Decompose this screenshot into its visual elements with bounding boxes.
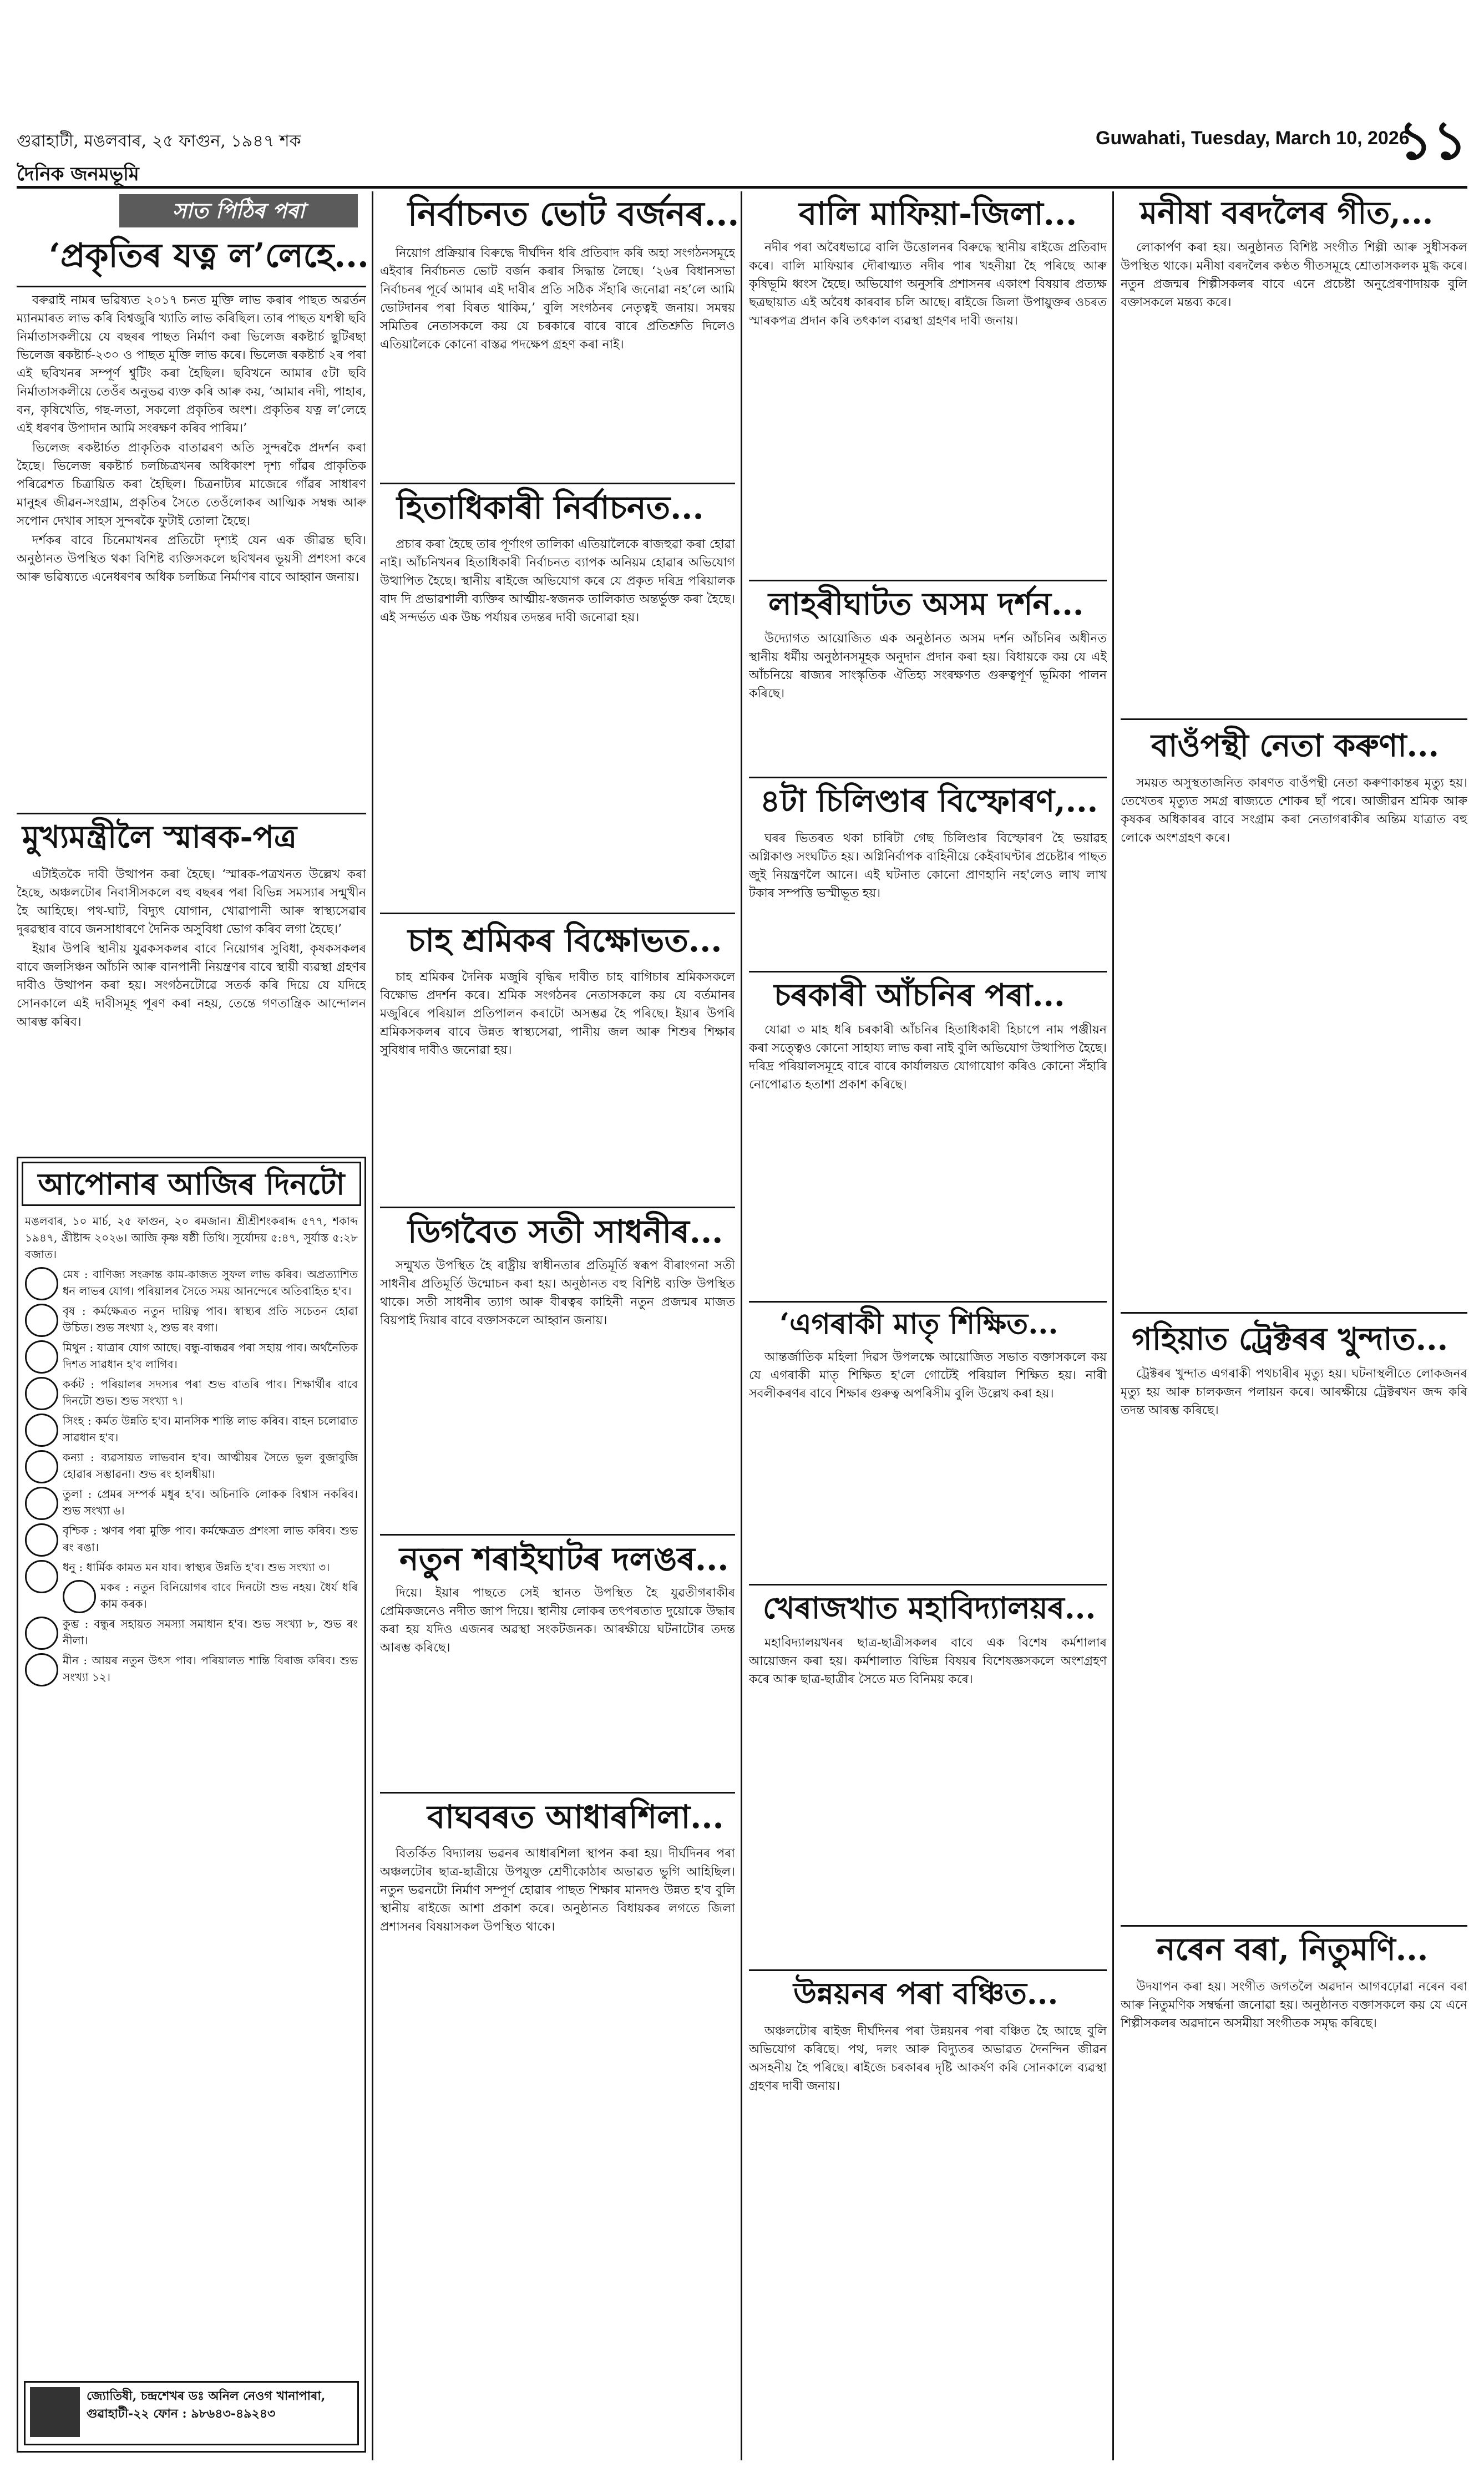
zodiac-icon [25,1653,58,1686]
para: ইয়াৰ উপৰি স্থানীয় যুৱকসকলৰ বাবে নিয়োগৰ সুবিধা, কৃষকসকলৰ বাবে জলসিঞ্চন আঁচনি আৰু বানপানী নিয়ন্ত্ৰণৰ বাবে স্থায়ী ব্যৱস্থা গ্ৰহণৰ দাবীও উত্থাপন কৰা হয়। সংগঠনটোৱে সতৰ্ক কৰি দিয়ে যে যদিহে সোনকালে এই দাবীসমূহ পূৰণ কৰা নহয়, তেন্তে গণতান্ত্ৰিক আন্দোলন আৰম্ভ কৰিব। [17,942,366,1029]
headline-col3-2: লাহৰীঘাটত অসম দৰ্শন... [768,586,1084,622]
headline-col4-2: বাওঁপন্থী নেতা কৰুণা... [1151,727,1440,764]
headline-col3-5: ‘এগৰাকী মাতৃ শিক্ষিত... [779,1307,1058,1341]
headline-col2-2: হিতাধিকাৰী নিৰ্বাচনত... [397,489,704,526]
zodiac-item: সিংহ : কৰ্মত উন্নতি হ'ব। মানসিক শান্তি লাভ কৰিব। বাহন চলোৱাত সাৱধান হ'ব। [25,1412,358,1446]
astrologer-info: জ্যোতিষী, চন্দ্ৰশেখৰ ডঃ অনিল নেওগ খানাপাৰা, গুৱাহাটী-২২ ফোন : ৯৮৬৪৩-৪৯২৪৩ [87,2389,326,2421]
zodiac-item: কন্যা : ব্যৱসায়ত লাভবান হ'ব। আত্মীয়ৰ সৈতে ভুল বুজাবুজি হোৱাৰ সম্ভাৱনা। শুভ ৰং হালধীয়া। [25,1449,358,1482]
zodiac-item: ধনু : ধাৰ্মিক কামত মন যাব। স্বাস্থ্যৰ উন্নতি হ'ব। শুভ সংখ্যা ৩। [25,1559,358,1576]
zodiac-item: কৰ্কট : পৰিয়ালৰ সদস্যৰ পৰা শুভ বাতৰি পাব। শিক্ষাৰ্থীৰ বাবে দিনটো শুভ। শুভ সংখ্যা ৭। [25,1376,358,1409]
article-col2-1: নিয়োগ প্ৰক্ৰিয়াৰ বিৰুদ্ধে দীৰ্ঘদিন ধৰি প্ৰতিবাদ কৰি অহা সংগঠনসমূহে এইবাৰ নিৰ্বাচনত ভোট বৰ্জন কৰাৰ সিদ্ধান্ত লৈছে। ‘২৬ৰ বিধানসভা নিৰ্বাচনৰ পূৰ্বে আমাৰ এই দাবীৰ প্ৰতি সঠিক সঁহাৰি জনোৱা নহ’লে আমি ভোটদানৰ পৰা বিৰত থাকিম,’ বুলি সংগঠনৰ নেতৃত্বই জনায়। সমন্বয় সমিতিৰ নেতাসকলে কয় যে চৰকাৰে বাৰে বাৰে প্ৰতিশ্ৰুতি দিলেও এতিয়ালৈকে কোনো বাস্তৱ পদক্ষেপ গ্ৰহণ কৰা নাই। [380,246,735,352]
horoscope-title: আপোনাৰ আজিৰ দিনটো [22,1162,361,1206]
zodiac-icon [25,1560,58,1593]
headline-col4-3: গহিয়াত ট্ৰেক্টৰৰ খুন্দাত... [1132,1321,1448,1357]
article-col3-6: মহাবিদ্যালয়খনৰ ছাত্ৰ-ছাত্ৰীসকলৰ বাবে এক বিশেষ কৰ্মশালাৰ আয়োজন কৰা হয়। কৰ্মশালাত বিভিন্ন বিষয়ৰ বিশেষজ্ঞসকলে অংশগ্ৰহণ কৰে আৰু ছাত্ৰ-ছাত্ৰীৰ সৈতে মত বিনিময় কৰে। [749,1636,1107,1686]
headline-col3-3: ৪টা চিলিণ্ডাৰ বিস্ফোৰণ,... [760,783,1098,819]
astrologer-box [24,2381,359,2445]
zodiac-icon [25,1377,58,1410]
para: বৰুৱাই নামৰ ভৱিষ্যত ২০১৭ চনত মুক্তি লাভ কৰাৰ পাছত অৱৰ্তন ম্যানমাৰত লাভ কৰি বিশ্বজুৰি খ্যাতি লাভ কৰিছিল। তাৰ পাছত যশস্বী ছবি নিৰ্মাতাসকলীয়ে যে বছৰৰ পাছত নিৰ্মাণ কৰা ভিলেজ ৰকষ্টাৰ্চ ছুটিৰছা ভিলেজ ৰকষ্টাৰ্চ-২৩০ ও পাছত মুক্তি লাভ কৰে। ভিলেজ ৰকষ্টাৰ্চ ২ৰ পৰা এই ছবিখনৰ সম্পূৰ্ণ শ্বুটিং কৰা হৈছিল। ছবিখনে আমাৰ ৫টা ছবি নিৰ্মাতাসকলীয়ে তেওঁৰ অনুভৱ ব্যক্ত কৰি আৰু কয়, ‘আমাৰ নদী, পাহাৰ, বন, কৃষিখেতি, গছ-লতা, সকলো প্ৰকৃতিৰ অংশ। প্ৰকৃতিৰ যত্ন ল’লেহে এই ধৰণৰ উপাদান আমি সংৰক্ষণ কৰিব পাৰিম।’ [17,293,366,435]
article-col4-1: লোকাৰ্পণ কৰা হয়। অনুষ্ঠানত বিশিষ্ট সংগীত শিল্পী আৰু সুধীসকল উপস্থিত থাকে। মনীষা বৰদলৈৰ কণ্ঠত গীতসমূহে শ্ৰোতাসকলক মুগ্ধ কৰে। নতুন প্ৰজন্মৰ শিল্পীসকলৰ বাবে এনে প্ৰচেষ্টা অনুপ্ৰেৰণাদায়ক বুলি বক্তাসকলে মন্তব্য কৰে। [1121,241,1467,310]
headline-col3-6: খেৰাজখাত মহাবিদ্যালয়ৰ... [763,1590,1096,1625]
horoscope-box [17,1157,366,2453]
english-date: Guwahati, Tuesday, March 10, 2026 [1096,128,1410,149]
zodiac-item: বৃষ : কৰ্মক্ষেত্ৰত নতুন দায়িত্ব পাব। স্বাস্থ্যৰ প্ৰতি সচেতন হোৱা উচিত। শুভ সংখ্যা ২, শুভ ৰং বগা। [25,1303,358,1336]
headline-col4-4: নৰেন বৰা, নিতুমণি... [1157,1931,1429,1968]
article-col2-6: বিতৰ্কিত বিদ্যালয় ভৱনৰ আধাৰশিলা স্থাপন কৰা হয়। দীৰ্ঘদিনৰ পৰা অঞ্চলটোৰ ছাত্ৰ-ছাত্ৰীয়ে উপযুক্ত শ্ৰেণীকোঠাৰ অভাৱত ভুগি আহিছিল। নতুন ভৱনটো নিৰ্মাণ সম্পূৰ্ণ হোৱাৰ পাছত শিক্ষাৰ মানদণ্ড উন্নত হ'ব বুলি স্থানীয় ৰাইজে আশা প্ৰকাশ কৰে। অনুষ্ঠানত বিধায়কৰ লগতে জিলা প্ৰশাসনৰ বিষয়াসকল উপস্থিত থাকে। [380,1847,735,1934]
masthead-rule [17,186,1467,189]
article-col2-2: প্ৰচাৰ কৰা হৈছে তাৰ পূৰ্ণাংগ তালিকা এতিয়ালৈকে ৰাজহুৱা কৰা হোৱা নাই। আঁচনিখনৰ হিতাধিকাৰী নিৰ্বাচনত ব্যাপক অনিয়ম হোৱাৰ অভিযোগ উত্থাপিত হৈছে। স্থানীয় ৰাইজে অভিযোগ কৰে যে প্ৰকৃত দৰিদ্ৰ পৰিয়ালক বাদ দি প্ৰভাৱশালী ব্যক্তিৰ আত্মীয়-স্বজনক তালিকাত অন্তৰ্ভুক্ত কৰা হৈছে। এই সন্দৰ্ভত এক উচ্চ পৰ্যায়ৰ তদন্তৰ দাবী জনোৱা হয়। [380,538,735,625]
zodiac-item: মিথুন : যাত্ৰাৰ যোগ আছে। বন্ধু-বান্ধৱৰ পৰা সহায় পাব। অৰ্থনৈতিক দিশত সাৱধান হ'ব লাগিব। [25,1339,358,1372]
zodiac-icon [25,1267,58,1300]
zodiac-icon [25,1340,58,1374]
headline-col3-4: চৰকাৰী আঁচনিৰ পৰা... [774,977,1065,1014]
zodiac-icon [25,1304,58,1337]
article-col2-3: চাহ শ্ৰমিকৰ দৈনিক মজুৰি বৃদ্ধিৰ দাবীত চাহ বাগিচাৰ শ্ৰমিকসকলে বিক্ষোভ প্ৰদৰ্শন কৰে। শ্ৰমিক সংগঠনৰ নেতাসকলে কয় যে বৰ্তমানৰ মজুৰিৰে পৰিয়াল প্ৰতিপালন কৰাটো অসম্ভৱ হৈ পৰিছে। ইয়াৰ উপৰি শ্ৰমিকসকলৰ বাবে উন্নত স্বাস্থ্যসেৱা, পানীয় জল আৰু শিশুৰ শিক্ষাৰ সুবিধাৰ দাবীও জনোৱা হয়। [380,970,735,1057]
article-col1b [17,865,366,1143]
headline-col1: ‘প্ৰকৃতিৰ যত্ন ল’লেহে... [49,236,369,275]
horoscope-list [18,1209,364,2370]
article-col3-4: যোৱা ৩ মাহ ধৰি চৰকাৰী আঁচনিৰ হিতাধিকাৰী হিচাপে নাম পঞ্জীয়ন কৰা সত্ত্বেও কোনো সাহায্য লাভ কৰা নাই বুলি অভিযোগ উত্থাপিত হৈছে। দৰিদ্ৰ পৰিয়ালসমূহে বাৰে বাৰে কাৰ্যালয়ত যোগাযোগ কৰিও কোনো সঁহাৰি নোপোৱাত হতাশা প্ৰকাশ কৰিছে। [749,1023,1107,1092]
zodiac-icon [25,1414,58,1447]
zodiac-item: মেষ : বাণিজ্য সংক্ৰান্ত কাম-কাজত সুফল লাভ কৰিব। অপ্ৰত্যাশিত ধন লাভৰ যোগ। পৰিয়ালৰ সৈতে সময় আনন্দেৰে অতিবাহিত হ'ব। [25,1266,358,1299]
headline-col1b: মুখ্যমন্ত্ৰীলৈ স্মাৰক-পত্ৰ [22,819,297,855]
para: ভিলেজ ৰকষ্টাৰ্চত প্ৰাকৃতিক বাতাৱৰণ অতি সুন্দৰকৈ প্ৰদৰ্শন কৰা হৈছে। ভিলেজ ৰকষ্টাৰ্চ চলচ্চিত্ৰখনৰ অধিকাংশ দৃশ্য গাঁৱৰ প্ৰাকৃতিক পৰিৱেশত চিত্ৰায়িত কৰা হৈছিল। চিত্ৰনাট্যৰ মাজেৰে গাঁৱৰ সাধাৰণ মানুহৰ জীৱন-সংগ্ৰাম, প্ৰকৃতিৰ সৈতে তেওঁলোকৰ আত্মিক সম্বন্ধ আৰু সপোন দেখাৰ সাহস সুন্দৰকৈ ফুটাই তোলা হৈছে। [17,441,366,528]
article-col2-4: সন্মুখত উপস্থিত হৈ ৰাষ্ট্ৰীয় স্বাধীনতাৰ প্ৰতিমূৰ্তি স্বৰূপ বীৰাংগনা সতী সাধনীৰ প্ৰতিমূৰ্তি উন্মোচন কৰা হয়। অনুষ্ঠানত বহু বিশিষ্ট ব্যক্তি উপস্থিত থাকে। সতী সাধনীৰ ত্যাগ আৰু বীৰত্বৰ কাহিনী নতুন প্ৰজন্মৰ মাজত বিয়পাই দিয়াৰ বাবে বক্তাসকলে আহ্বান জনায়। [380,1259,735,1328]
headline-col3-1: বালি মাফিয়া-জিলা... [799,195,1077,232]
paper-name: দৈনিক জনমভূমি [17,163,139,185]
zodiac-icon [63,1580,96,1613]
horoscope-intro: মঙলবাৰ, ১০ মাৰ্চ, ২৫ ফাগুন, ২০ ৰমজান। শ্ৰীশ্ৰীশংকৰাব্দ ৫৭৭, শকাব্দ ১৯৪৭, খ্ৰীষ্টাব্দ ২০২৬। আজি কৃষ্ণ ষষ্ঠী তিথি। সূৰ্যোদয় ৫:৪৭, সূৰ্যাস্ত ৫:২৮ বজাত। [25,1214,358,1261]
zodiac-icon [25,1487,58,1520]
headline-col4-1: মনীষা বৰদলৈৰ গীত,... [1140,195,1434,231]
article-col4-2: সময়ত অসুস্থতাজনিত কাৰণত বাওঁপন্থী নেতা কৰুণাকান্তৰ মৃত্যু হয়। তেখেতৰ মৃত্যুত সমগ্ৰ ৰাজ্যতে শোকৰ ছাঁ পৰে। আজীৱন শ্ৰমিক আৰু কৃষকৰ অধিকাৰৰ বাবে সংগ্ৰাম কৰা নেতাগৰাকীৰ অন্তিম যাত্ৰাত বহু লোকে অংশগ্ৰহণ কৰে। [1121,776,1467,845]
zodiac-item: কুম্ভ : বন্ধুৰ সহায়ত সমস্যা সমাধান হ'ব। শুভ সংখ্যা ৮, শুভ ৰং নীলা। [25,1615,358,1649]
zodiac-item: বৃশ্চিক : ঋণৰ পৰা মুক্তি পাব। কৰ্মক্ষেত্ৰত প্ৰশংসা লাভ কৰিব। শুভ ৰং ৰঙা। [25,1522,358,1556]
article-col3-5: আন্তৰ্জাতিক মহিলা দিৱস উপলক্ষে আয়োজিত সভাত বক্তাসকলে কয় যে এগৰাকী মাতৃ শিক্ষিত হ'লে গোটেই পৰিয়াল শিক্ষিত হয়। নাৰী সবলীকৰণৰ বাবে শিক্ষাৰ গুৰুত্ব অপৰিসীম বুলি উল্লেখ কৰা হয়। [749,1350,1107,1401]
headline-col2-6: বাঘবৰত আধাৰশিলা... [427,1798,724,1836]
headline-col2-4: ডিগবৈত সতী সাধনীৰ... [408,1213,723,1250]
headline-col3-7: উন্নয়নৰ পৰা বঞ্চিত... [793,1975,1058,2011]
zodiac-icon [25,1523,58,1557]
zodiac-icon [25,1617,58,1650]
para: দৰ্শকৰ বাবে চিনেমাখনৰ প্ৰতিটো দৃশ্যই যেন এক জীৱন্ত ছবি। অনুষ্ঠানত উপস্থিত থকা বিশিষ্ট ব্যক্তিসকলে ছবিখনৰ ভূয়সী প্ৰশংসা কৰে আৰু ভৱিষ্যতে এনেধৰণৰ অধিক চলচ্চিত্ৰ নিৰ্মাণৰ বাবে আহ্বান জনায়। [17,534,366,584]
article-col3-7: অঞ্চলটোৰ ৰাইজ দীৰ্ঘদিনৰ পৰা উন্নয়নৰ পৰা বঞ্চিত হৈ আছে বুলি অভিযোগ কৰিছে। পথ, দলং আৰু বিদ্যুতৰ অভাৱত দৈনন্দিন জীৱন অসহনীয় হৈ পৰিছে। ৰাইজে চৰকাৰৰ দৃষ্টি আকৰ্ষণ কৰি সোনকালে ব্যৱস্থা গ্ৰহণৰ দাবী জনায়। [749,2024,1107,2093]
headline-col2-5: নতুন শৰাইঘাটৰ দলঙৰ... [399,1540,729,1578]
headline-col2-3: চাহ শ্ৰমিকৰ বিক্ষোভত... [408,921,722,959]
masthead-date: গুৱাহাটী, মঙলবাৰ, ২৫ ফাগুন, ১৯৪৭ শক [17,131,301,151]
article-col3-1: নদীৰ পৰা অবৈধভাৱে বালি উত্তোলনৰ বিৰুদ্ধে স্থানীয় ৰাইজে প্ৰতিবাদ কৰে। বালি মাফিয়াৰ দৌৰাত্ম্যত নদীৰ পাৰ খহনীয়া হৈ পৰিছে আৰু কৃষিভূমি ধ্বংস হৈছে। অভিযোগ অনুসৰি প্ৰশাসনৰ একাংশ বিষয়াৰ প্ৰত্যক্ষ ছত্ৰছায়াত এই অবৈধ কাৰবাৰ চলি আছে। ৰাইজে জিলা উপায়ুক্তৰ ওচৰত স্মাৰকপত্ৰ প্ৰদান কৰি তৎকাল ব্যৱস্থা গ্ৰহণৰ দাবী জনায়। [749,241,1107,328]
article-col1 [17,291,366,791]
zodiac-item: তুলা : প্ৰেমৰ সম্পৰ্ক মধুৰ হ'ব। অচিনাকি লোকক বিশ্বাস নকৰিব। শুভ সংখ্যা ৬। [25,1486,358,1519]
article-col3-2: উদ্যোগত আয়োজিত এক অনুষ্ঠানত অসম দৰ্শন আঁচনিৰ অধীনত স্থানীয় ধৰ্মীয় অনুষ্ঠানসমূহক অনুদান প্ৰদান কৰা হয়। বিধায়কে কয় যে এই আঁচনিয়ে ৰাজ্যৰ সাংস্কৃতিক ঐতিহ্য সংৰক্ষণত গুৰুত্বপূৰ্ণ ভূমিকা পালন কৰিছে। [749,632,1107,701]
section-banner: সাত পিঠিৰ পৰা [119,194,358,227]
zodiac-icon [25,1450,58,1483]
astrologer-avatar [30,2387,80,2437]
article-col4-4: উদযাপন কৰা হয়। সংগীত জগতলৈ অৱদান আগবঢ়োৱা নৰেন বৰা আৰু নিতুমণিক সম্বৰ্দ্ধনা জনোৱা হয়। অনুষ্ঠানত বক্তাসকলে কয় যে এনে শিল্পীসকলৰ অৱদানে অসমীয়া সংগীতক সমৃদ্ধ কৰিছে। [1121,1980,1467,2030]
zodiac-item: মকৰ : নতুন বিনিয়োগৰ বাবে দিনটো শুভ নহয়। ধৈৰ্য ধৰি কাম কৰক। [25,1579,358,1612]
article-col4-3: ট্ৰেক্টৰৰ খুন্দাত এগৰাকী পথচাৰীৰ মৃত্যু হয়। ঘটনাস্থলীতে লোকজনৰ মৃত্যু হয় আৰু চালকজন পলায়ন কৰে। আৰক্ষীয়ে ট্ৰেক্টৰখন জব্দ কৰি তদন্ত আৰম্ভ কৰিছে। [1121,1367,1467,1417]
para: এটাইতকৈ দাবী উত্থাপন কৰা হৈছে। ‘স্মাৰক-পত্ৰখনত উল্লেখ কৰা হৈছে, অঞ্চলটোৰ নিবাসীসকলে বহু বছৰৰ পৰা বিভিন্ন সমস্যাৰ সন্মুখীন হৈ আহিছে। পথ-ঘাট, বিদ্যুৎ যোগান, খোৱাপানী আৰু স্বাস্থ্যসেৱাৰ দুৰৱস্থাৰ বাবে জনসাধাৰণে দৈনিক অসুবিধা ভোগ কৰিব লগা হৈছে।’ [17,868,366,936]
zodiac-item: মীন : আয়ৰ নতুন উৎস পাব। পৰিয়ালত শান্তি বিৰাজ কৰিব। শুভ সংখ্যা ১২। [25,1652,358,1685]
article-col2-5: দিয়ে। ইয়াৰ পাছতে সেই স্থানত উপস্থিত হৈ যুৱতীগৰাকীৰ প্ৰেমিকজনেও নদীত জাপ দিয়ে। স্থানীয় লোকৰ তৎপৰতাত দুয়োকে উদ্ধাৰ কৰা হয় যদিও এজনৰ অৱস্থা সংকটজনক। আৰক্ষীয়ে ঘটনাটোৰ তদন্ত আৰম্ভ কৰিছে। [380,1586,735,1655]
article-col3-3: ঘৰৰ ভিতৰত থকা চাৰিটা গেছ চিলিণ্ডাৰ বিস্ফোৰণ হৈ ভয়াৱহ অগ্নিকাণ্ড সংঘটিত হয়। অগ্নিনিৰ্বাপক বাহিনীয়ে কেইবাঘণ্টাৰ প্ৰচেষ্টাৰ পাছত জুই নিয়ন্ত্ৰণলৈ আনে। এই ঘটনাত কোনো প্ৰাণহানি নহ'লেও লাখ লাখ টকাৰ সম্পত্তি ভস্মীভূত হয়। [749,832,1107,900]
headline-col2-1: নিৰ্বাচনত ভোট বৰ্জনৰ... [408,195,740,234]
page-number: ১১ [1398,109,1467,171]
